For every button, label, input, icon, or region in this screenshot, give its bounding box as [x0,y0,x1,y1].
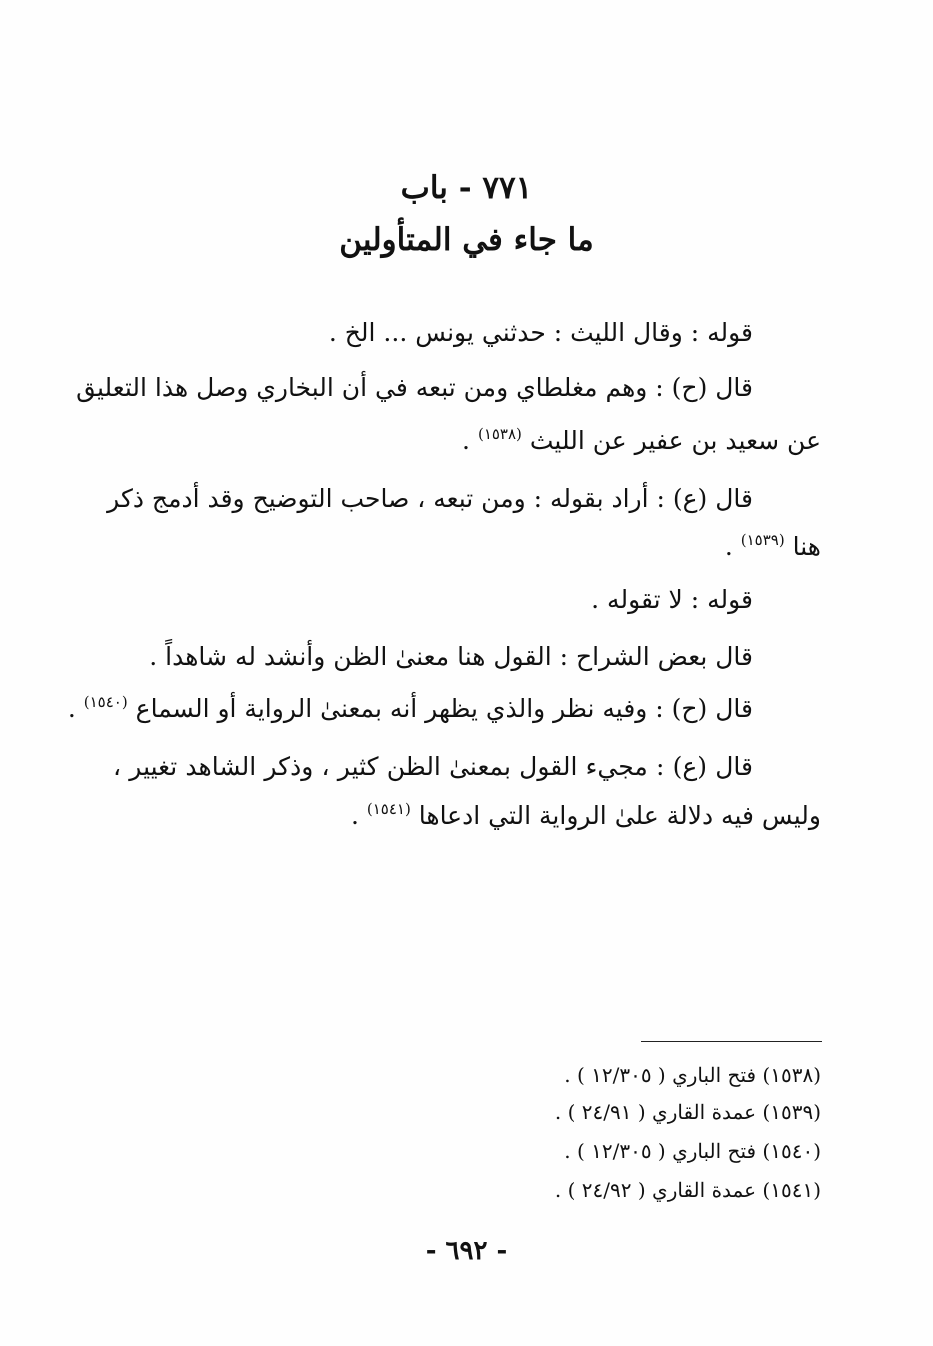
footnote [564,1139,821,1163]
footnote-ref: (١٥٤١) [366,800,411,818]
footnote-text: فتح الباري ( ١٢/٣٠٥ ) . [564,1063,757,1087]
footnote-ref: (١٥٤٠) [83,693,128,711]
footnote-ref: (١٥٣٩) [740,531,785,549]
footnote-text: فتح الباري ( ١٢/٣٠٥ ) . [564,1139,757,1163]
paragraph-line: قال (ح) : وهم مغلطاي ومن تبعه في أن البخاري وصل هذا التعليق [76,373,753,402]
footnote [555,1100,821,1124]
paragraph-line: قال (ع) : أراد بقوله : ومن تبعه ، صاحب التوضيح وقد أدمج ذكر [107,484,753,513]
footnote [564,1063,821,1087]
footnote [555,1178,821,1202]
paragraph-line: قال (ع) : مجيء القول بمعنىٰ الظن كثير ، وذكر الشاهد تغيير ، [113,752,753,781]
paragraph-line: قوله : وقال الليث : حدثني يونس ... الخ . [328,318,753,347]
chapter-title: ما جاء في المتأولين [339,222,594,258]
footnote-number: (١٥٣٩) [762,1100,821,1124]
footnote-text: عمدة القاري ( ٢٤/٩١ ) . [554,1100,757,1124]
paragraph-text: قال (ح) : وفيه نظر والذي يظهر أنه بمعنىٰ الرواية أو السماع [135,694,753,723]
sentence-end: . [67,694,76,723]
footnote-text: عمدة القاري ( ٢٤/٩٢ ) . [554,1178,757,1202]
paragraph-line: قال بعض الشراح : القول هنا معنىٰ الظن وأنشد له شاهداً . [149,642,753,671]
paragraph-text: هنا [792,532,821,561]
sentence-end: . [462,426,470,455]
paragraph-line-with-ref [351,800,821,830]
paragraph-text: وليس فيه دلالة علىٰ الرواية التي ادعاها [418,801,821,830]
footnote-number: (١٥٤٠) [762,1139,821,1163]
page-number: - ٦٩٢ - [425,1236,508,1266]
sentence-end: . [724,532,733,561]
paragraph-line-with-ref [462,425,821,455]
footnote-number: (١٥٣٨) [762,1063,821,1087]
paragraph-text: عن سعيد بن عفير عن الليث [529,426,821,455]
chapter-number: ٧٧١ - باب [400,170,533,206]
paragraph-line: قوله : لا تقوله . [591,585,753,614]
paragraph-line-with-ref [68,693,753,723]
paragraph-line-with-ref [725,531,821,561]
footnote-number: (١٥٤١) [762,1178,821,1202]
sentence-end: . [350,801,359,830]
footnote-separator [641,1041,822,1042]
footnote-ref: (١٥٣٨) [477,425,522,443]
